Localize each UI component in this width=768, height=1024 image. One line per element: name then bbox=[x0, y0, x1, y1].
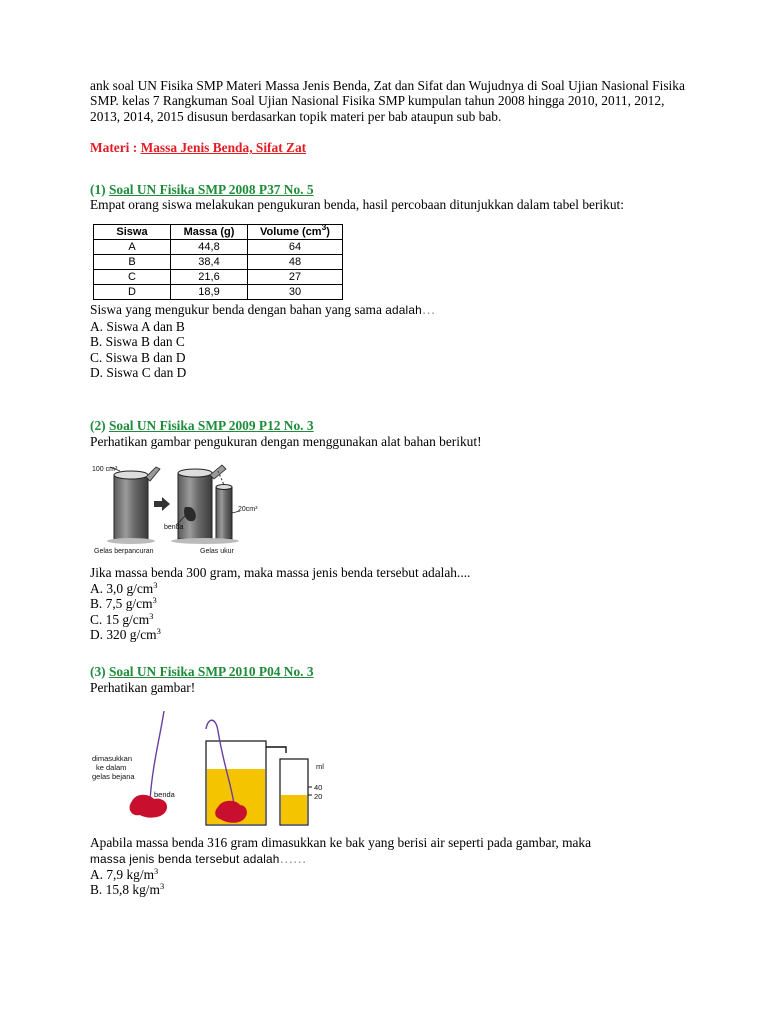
table-cell: 64 bbox=[248, 240, 343, 255]
q3-heading bbox=[90, 664, 690, 679]
intro-paragraph: ank soal UN Fisika SMP Materi Massa Jenis Benda, Zat dan Sifat dan Wujudnya di Soal Ujian Nasional Fisika SMP. kelas 7 Rangkuman Soal Ujian Nasional Fisika SMP kumpulan tahun 2008 hingga 2010, 2011, 2012, 2013, 2014, 2015 disusun berdasarkan topik materi per bab ataupun sub bab. bbox=[90, 78, 685, 124]
displacement-vessel-illustration bbox=[90, 707, 340, 833]
materi-label: Materi : bbox=[90, 140, 141, 156]
table-cell: 18,9 bbox=[171, 285, 248, 300]
q3-option-a: A. 7,9 $kg/m^3$ bbox=[90, 865, 159, 882]
q2-option-a: A. 3,0 $g/cm^3$ bbox=[90, 579, 158, 596]
q3-figure bbox=[90, 707, 690, 833]
q3-question-line-2: massa jenis benda tersebut adalah…… bbox=[90, 850, 307, 866]
table-cell: 44,8 bbox=[171, 240, 248, 255]
q1-option-b: B. Siswa B dan C bbox=[90, 334, 185, 350]
table-cell: B bbox=[94, 255, 171, 270]
q1-number: (1) bbox=[90, 181, 109, 197]
q2-link[interactable]: Soal UN Fisika SMP 2009 P12 No. 3 bbox=[108, 418, 314, 434]
q1-link[interactable]: Soal UN Fisika SMP 2008 P37 No. 5 bbox=[108, 181, 314, 197]
table-row bbox=[94, 255, 343, 270]
materi-heading bbox=[90, 140, 690, 155]
q2-question: Jika massa benda 300 gram, maka massa jenis benda tersebut adalah.... bbox=[90, 565, 471, 581]
label-20cm3: 20cm³ bbox=[238, 506, 258, 514]
q1-text: Empat orang siswa melakukan pengukuran benda, hasil percobaan ditunjukkan dalam tabel berikut: bbox=[90, 197, 624, 213]
q2-number: (2) bbox=[90, 418, 109, 434]
label-40: 40 bbox=[314, 783, 323, 793]
q1-option-a: A. Siswa A dan B bbox=[90, 318, 185, 334]
table-cell: 30 bbox=[248, 285, 343, 300]
materi-topic-link[interactable]: Massa Jenis Benda, Sifat Zat bbox=[140, 140, 307, 156]
q2-option-d: D. 320 $g/cm^3$ bbox=[90, 625, 161, 642]
q1-option-c: C. Siswa B dan D bbox=[90, 349, 186, 365]
label-gelas-berpancuran: Gelas berpancuran bbox=[94, 548, 154, 556]
label-20: 20 bbox=[314, 792, 323, 802]
q2-option-b: B. 7,5 $g/cm^3$ bbox=[90, 595, 157, 612]
table-cell: C bbox=[94, 270, 171, 285]
q2-option-c: C. 15 $g/cm^3$ bbox=[90, 610, 154, 627]
q1-question: Siswa yang mengukur benda dengan bahan yang sama adalah… bbox=[90, 302, 436, 318]
table-cell: A bbox=[94, 240, 171, 255]
table-row bbox=[94, 240, 343, 255]
label-ke-dalam: ke dalam bbox=[96, 763, 127, 773]
table-header-cell: Massa (g) bbox=[171, 225, 248, 240]
label-benda: benda bbox=[154, 790, 175, 800]
label-benda: benda bbox=[164, 524, 184, 532]
label-100cm3: 100 cm³ bbox=[92, 466, 118, 474]
q3-question-line-1: Apabila massa benda 316 gram dimasukkan ke bak yang berisi air seperti pada gambar, maka bbox=[90, 835, 592, 851]
table-row bbox=[94, 270, 343, 285]
table-cell: D bbox=[94, 285, 171, 300]
table-header-cell: Volume $(cm^3)$ bbox=[248, 225, 343, 240]
q2-heading bbox=[90, 418, 690, 433]
table-row bbox=[94, 285, 343, 300]
q3-option-b: B. 15,8 $kg/m^3$ bbox=[90, 881, 165, 898]
overflow-can-illustration bbox=[90, 457, 280, 561]
table-header-row bbox=[94, 225, 343, 240]
q3-link[interactable]: Soal UN Fisika SMP 2010 P04 No. 3 bbox=[108, 664, 314, 680]
label-ml: ml bbox=[316, 762, 324, 772]
q1-option-d: D. Siswa C dan D bbox=[90, 365, 187, 381]
q3-number: (3) bbox=[90, 664, 109, 680]
table-cell: 38,4 bbox=[171, 255, 248, 270]
q2-text: Perhatikan gambar pengukuran dengan menggunakan alat bahan berikut! bbox=[90, 433, 482, 449]
table-cell: 21,6 bbox=[171, 270, 248, 285]
document-page bbox=[90, 78, 690, 898]
label-gelas-bejana: gelas bejana bbox=[92, 772, 135, 782]
q1-table bbox=[93, 224, 343, 300]
q1-heading bbox=[90, 182, 690, 197]
q3-text: Perhatikan gambar! bbox=[90, 679, 196, 695]
table-cell: 27 bbox=[248, 270, 343, 285]
label-dimasukkan: dimasukkan bbox=[92, 754, 133, 764]
q2-figure bbox=[90, 457, 690, 561]
label-gelas-ukur: Gelas ukur bbox=[200, 548, 234, 556]
table-cell: 48 bbox=[248, 255, 343, 270]
table-header-cell: Siswa bbox=[94, 225, 171, 240]
